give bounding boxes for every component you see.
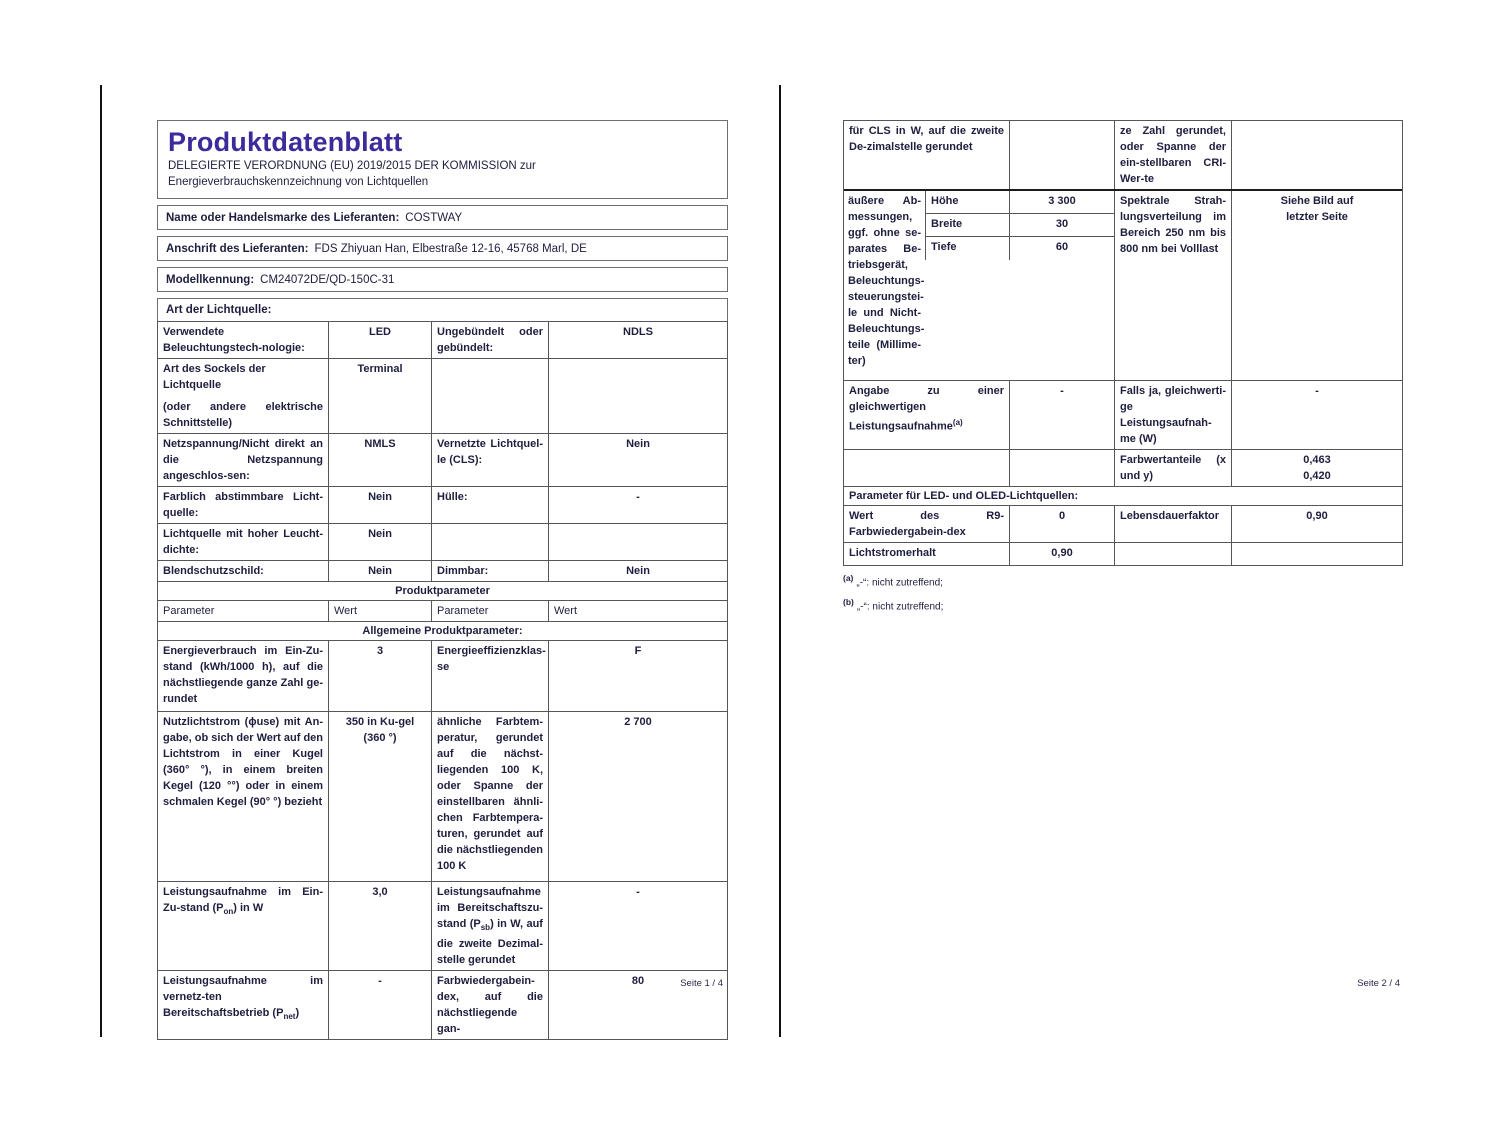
param-label: Hülle: [431, 487, 548, 523]
product-params-header: Produktparameter [395, 585, 490, 597]
supplier-address-label: Anschrift des Lieferanten: [166, 242, 309, 255]
param-label: Leistungsaufnahme im Ein-Zu-stand $(P_{on})$ in W [163, 886, 323, 917]
table-row [158, 641, 727, 712]
page1-left-edge-line [100, 85, 102, 1037]
table-row [158, 712, 727, 882]
table-row [158, 882, 727, 971]
param-label: Wert des R9-Farbwiedergabein-dex [849, 510, 1004, 538]
light-source-type-table [157, 321, 728, 1040]
param-value: Siehe Bild auf letzter Seite [1231, 191, 1402, 380]
chroma-x: 0,463 [1303, 454, 1331, 466]
param-value: Nein [328, 487, 431, 523]
footnote-a-marker: (a) [843, 573, 854, 583]
param-value: 3 [328, 641, 431, 711]
param-value [1231, 543, 1402, 565]
dimension-value: 30 [1055, 218, 1069, 230]
general-params-header: Allgemeine Produktparameter: [362, 625, 523, 637]
param-value: 3,0 [328, 882, 431, 970]
page1-footer: Seite 1 / 4 [680, 978, 723, 989]
chroma-y: 0,420 [1303, 470, 1331, 482]
supplier-name-value: COSTWAY [405, 211, 463, 224]
param-label: Farbwiedergabein-dex, auf die nächstliegende gan- [431, 971, 548, 1039]
dimensions-label: äußere Ab-messungen, ggf. ohne se-parates Be-triebsgerät, Beleuchtungs-steuerungstei-le und Nicht-Beleuchtungs-teile (Millime-ter) [848, 195, 925, 367]
param-value [1009, 450, 1114, 486]
table-row [844, 121, 1402, 191]
model-box [157, 267, 728, 292]
light-source-type-header-box [157, 298, 728, 321]
param-label: Blendschutzschild: [163, 565, 264, 577]
param-value: LED [328, 322, 431, 358]
page-title: Produktdatenblatt [168, 127, 403, 157]
param-label: Leistungsaufnahme im Bereitschaftszu-stand $(P_{sb})$ in W, auf die zweite Dezimal-stelle gerundet [431, 882, 548, 970]
section-header-row [158, 582, 727, 601]
param-label [158, 359, 328, 433]
light-source-type-header: Art der Lichtquelle: [166, 304, 272, 316]
param-value: 0 [1009, 506, 1114, 542]
param-label: Angabe zu einer gleichwertigen Leistungsaufnahme$^{(a)}$ [849, 385, 1004, 433]
param-value [548, 359, 727, 433]
param-value: - [548, 882, 727, 970]
table-row [158, 524, 727, 561]
dimension-name: Höhe [926, 191, 1010, 213]
param-label: ähnliche Farbtem-peratur, gerundet auf die nächst-liegenden 100 K, oder Spanne der einstellbaren ähnli-chen Farbtempera-turen, gerundet auf die nächstliegenden 100 K [431, 712, 548, 881]
table-row [158, 487, 727, 524]
param-label: Farbwertanteile (x und y) [1114, 450, 1231, 486]
dimension-value: 3 300 [1048, 195, 1076, 207]
table-row [158, 359, 727, 434]
param-label: Spektrale Strah-lungsverteilung im Bereich 250 nm bis 800 nm bei Volllast [1114, 191, 1231, 380]
param-value: - [328, 971, 431, 1039]
param-label: Dimmbar: [431, 561, 548, 581]
param-value: 0,90 [1009, 543, 1114, 565]
param-value: NMLS [328, 434, 431, 486]
led-oled-params-header: Parameter für LED- und OLED-Lichtquellen: [849, 490, 1079, 502]
col-header-wert: Wert [548, 601, 727, 621]
param-label-line: Art des Sockels der Lichtquelle [163, 363, 266, 391]
param-value: - [1009, 381, 1114, 449]
param-label [431, 524, 548, 560]
table-row [844, 381, 1402, 450]
param-value: 350 in Ku-gel (360 °) [328, 712, 431, 881]
param-value: 0,90 [1231, 506, 1402, 542]
footnote-a [843, 571, 1403, 590]
param-label: Lebensdauerfaktor [1114, 506, 1231, 542]
dimension-row-tiefe [925, 237, 1114, 260]
table-row [844, 543, 1402, 565]
param-label: Netzspannung/Nicht direkt an die Netzspannung angeschlos-sen: [163, 438, 323, 482]
dimensions-subtable [925, 191, 1114, 380]
page-2 [843, 120, 1403, 615]
param-value [1231, 121, 1402, 189]
footnote-a-text: „-“: nicht zutreffend; [856, 577, 943, 589]
table-row [158, 561, 727, 582]
table-row [844, 450, 1402, 487]
param-value [1009, 121, 1114, 189]
section-header-row [158, 622, 727, 641]
param-value: 2 700 [548, 712, 727, 881]
param-label: Lichtstromerhalt [849, 547, 936, 559]
model-value: CM24072DE/QD-150C-31 [260, 273, 395, 286]
param-label: Ungebündelt oder gebündelt: [431, 322, 548, 358]
param-label: Energieeffizienzklas-se [431, 641, 548, 711]
param-label [844, 450, 1009, 486]
title-box [157, 120, 728, 199]
supplier-address-value: FDS Zhiyuan Han, Elbestraße 12-16, 45768 Marl, DE [314, 242, 587, 255]
dimension-value: 60 [1055, 241, 1069, 253]
footnote-b [843, 595, 1403, 614]
column-header-row [158, 601, 727, 622]
page2-table [843, 120, 1403, 566]
param-label: Vernetzte Lichtquel-le (CLS): [431, 434, 548, 486]
page-1 [157, 120, 728, 1040]
param-label: Leistungsaufnahme im vernetz-ten Bereitschaftsbetrieb $(P_{net})$ [163, 975, 323, 1022]
dimension-row-hoehe [925, 191, 1114, 214]
param-value: F [548, 641, 727, 711]
section-header-row [844, 487, 1402, 506]
param-label: Lichtquelle mit hoher Leucht-dichte: [163, 528, 323, 556]
col-header-parameter: Parameter [163, 605, 215, 617]
param-value: Nein [328, 524, 431, 560]
param-label: Nutzlichtstrom (ϕuse) mit An-gabe, ob sich der Wert auf den Lichtstrom in einer Kugel (360° °), in einem breiten Kegel (120 °°) oder in einem schmalen Kegel (90° °) bezieht [163, 716, 323, 808]
col-header-wert: Wert [328, 601, 431, 621]
param-label: Verwendete Beleuchtungstech-nologie: [163, 326, 305, 354]
param-value: - [548, 487, 727, 523]
subtitle-line-1: DELEGIERTE VERORDNUNG (EU) 2019/2015 DER KOMMISSION zur [168, 160, 536, 172]
supplier-name-label: Name oder Handelsmarke des Lieferanten: [166, 211, 400, 224]
model-label: Modellkennung: [166, 273, 255, 286]
page2-left-edge-line [779, 85, 781, 1037]
param-label: für CLS in W, auf die zweite De-zimalstelle gerundet [849, 125, 1004, 153]
page2-footer: Seite 2 / 4 [1357, 978, 1400, 989]
param-label: Farblich abstimmbare Licht-quelle: [163, 491, 323, 519]
param-value [548, 524, 727, 560]
footnote-b-marker: (b) [843, 597, 854, 608]
table-row [158, 434, 727, 487]
param-value: Nein [548, 561, 727, 581]
supplier-address-box [157, 236, 728, 261]
param-label: Energieverbrauch im Ein-Zu-stand (kWh/1000 h), auf die nächstliegende ganze Zahl ge-rundet [163, 645, 323, 705]
param-label: Falls ja, gleichwerti-ge Leistungsaufnah-me (W) [1114, 381, 1231, 449]
param-value: Terminal [328, 359, 431, 433]
dimensions-row [844, 191, 1402, 381]
param-value: NDLS [548, 322, 727, 358]
param-label [431, 359, 548, 433]
table-row [158, 322, 727, 359]
dimension-name: Breite [926, 214, 1010, 236]
param-label: ze Zahl gerundet, oder Spanne der ein-stellbaren CRI-Wer-te [1114, 121, 1231, 189]
supplier-name-box [157, 205, 728, 230]
param-value [1231, 450, 1402, 486]
dimension-row-breite [925, 214, 1114, 237]
param-label-line: (oder andere elektrische Schnittstelle) [163, 401, 323, 429]
param-label [1114, 543, 1231, 565]
subtitle-line-2: Energieverbrauchskennzeichnung von Lichtquellen [168, 176, 429, 188]
param-value: - [1231, 381, 1402, 449]
col-header-parameter: Parameter [431, 601, 548, 621]
param-value: Nein [328, 561, 431, 581]
dimension-name: Tiefe [926, 237, 1010, 260]
param-value: 80 [548, 971, 727, 1039]
param-value: Nein [548, 434, 727, 486]
table-row [844, 506, 1402, 543]
footnote-b-text: „-“: nicht zutreffend; [856, 601, 944, 613]
